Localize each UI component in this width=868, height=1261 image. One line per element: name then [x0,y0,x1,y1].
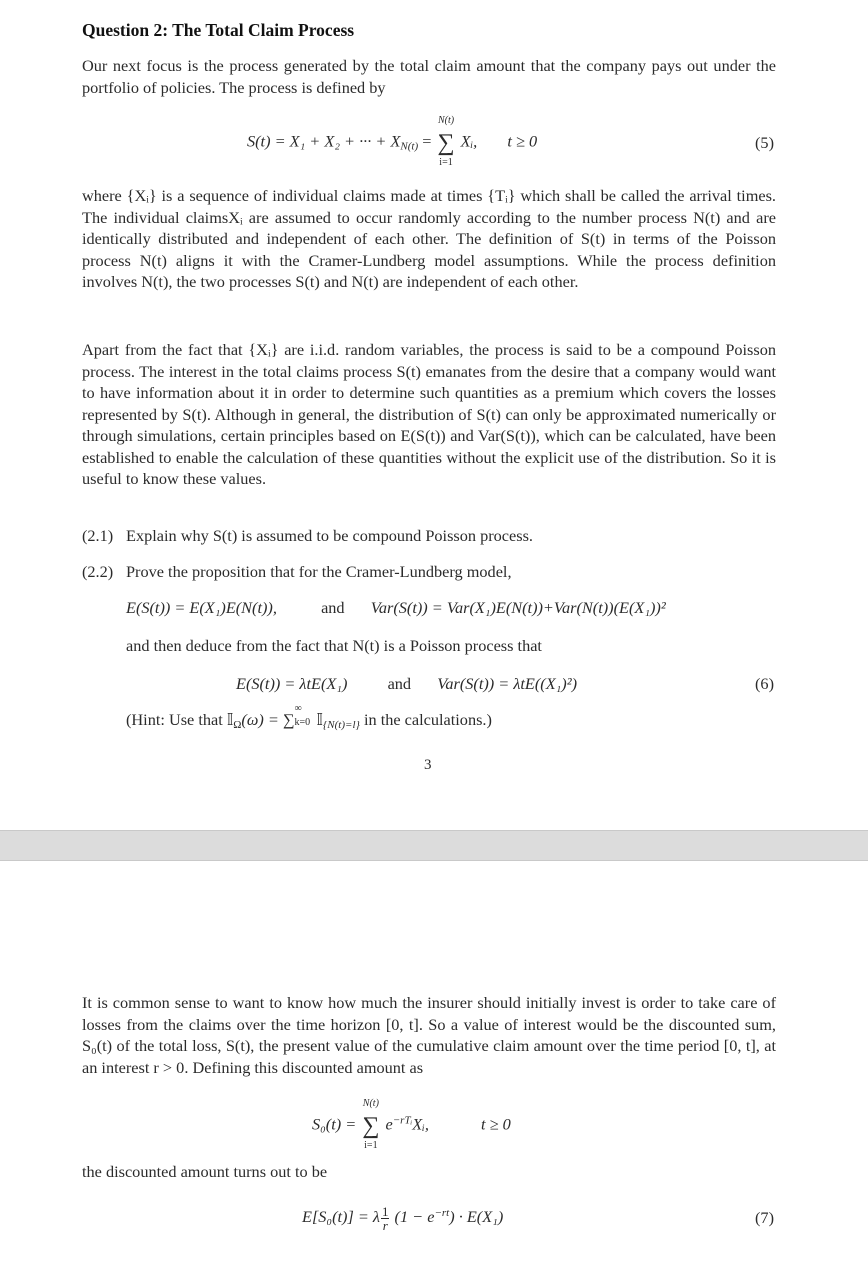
disc-term: e [385,1114,393,1134]
definition-paragraph: where {Xᵢ} is a sequence of individual claims made at times {Tᵢ} which shall be called the arrival times. The individual claimsXᵢ are assumed to occur randomly according to the number process N(t) and are identically distributed and independent of each other. The definition of S(t) in terms of the Poisson process N(t) aligns it with the Cramer-Lundberg model assumptions. While the process definition involves N(t), the two processes S(t) and N(t) are independent of each other. [82,186,776,291]
equation-6-number: (6) [755,674,774,693]
hint-post: in the calculations.) [359,710,492,729]
equation-7-number: (7) [755,1208,774,1227]
question-2-2 [82,561,782,583]
page-4 [0,861,868,1261]
turns-out-sentence: the discounted amount turns out to be [82,1162,328,1181]
eq6-and: and [387,674,412,693]
eq7-rhs-sup: −rt [434,1207,450,1220]
hint-indicator-sub: {N(t)=l} [322,719,360,731]
eq7-lhs: E[S₀(t)] = λ [302,1207,380,1227]
eq5-sum-top: N(t) [437,115,455,126]
question-heading: Question 2: The Total Claim Process [82,20,355,40]
equation-discounted [312,1098,511,1151]
question-2-2-text: Prove the proposition that for the Cramer-Lundberg model, [126,562,512,581]
disc-sum [362,1098,380,1151]
sum-symbol-icon: ∑ [362,1113,380,1139]
discounted-paragraph: It is common sense to want to know how much the insurer should initially invest is order to take care of losses from the claims over the time horizon [0, t]. So a value of interest would be the discounted sum, S₀(t) of the total loss, S(t), the present value of the cumulative claim amount over the time period [0, t], at an interest r > 0. Defining this discounted amount as [82,993,776,1077]
eq5-sum-bottom: i=1 [439,157,453,168]
disc-sum-bottom: i=1 [364,1140,378,1151]
eq6-left: E(S(t)) = λtE(X₁) [236,674,348,693]
equation-mean-var [126,598,666,618]
page-separator [0,830,868,861]
eq7-rhs-b: ) · E(X₁) [449,1207,504,1227]
deduce-sentence: and then deduce from the fact that N(t) is a Poisson process that [126,636,542,655]
question-2-1-label: (2.1) [82,526,114,545]
question-2-2-label: (2.2) [82,562,114,581]
page-number: 3 [424,757,432,773]
eq5-lhs-sub: N(t) [400,140,419,153]
disc-lhs: S₀(t) = [312,1114,357,1134]
hint-pre: (Hint: Use that 𝕀 [126,710,234,729]
hint-sum-sub: k=0 [294,717,311,728]
question-2-1-text: Explain why S(t) is assumed to be compound Poisson process. [126,526,533,545]
eq7-rhs-a: (1 − e [394,1207,435,1227]
hint-indicator: 𝕀 [316,710,323,729]
equation-7 [302,1205,503,1232]
disc-term-sup: −rTᵢ [392,1114,413,1127]
hint-sum-sup: ∞ [294,703,302,714]
equation-5 [247,115,538,168]
disc-condition: t ≥ 0 [481,1114,511,1134]
question-2-1 [82,525,782,547]
mean-formula: E(S(t)) = E(X₁)E(N(t)), [126,598,277,617]
sum-symbol-icon: ∑ [437,130,455,156]
eq6-right: Var(S(t)) = λtE((X₁)²) [437,674,578,693]
eq7-frac-num: 1 [381,1204,389,1219]
hint-omega-sub: Ω [233,719,242,731]
disc-sum-top: N(t) [362,1098,379,1109]
hint-mid: (ω) = [241,710,283,729]
equation-5-number: (5) [755,133,774,152]
eq5-sum [437,115,455,168]
hint [126,703,492,731]
eq5-condition: t ≥ 0 [507,131,538,151]
disc-term-after: Xᵢ, [412,1114,429,1134]
eq7-fraction [381,1205,390,1232]
hint-sum: ∑ [282,710,295,729]
var-formula: Var(S(t)) = Var(X₁)E(N(t))+Var(N(t))(E(X₁))² [370,598,666,617]
mean-var-and: and [321,598,345,617]
equation-6 [236,674,577,694]
compound-poisson-paragraph: Apart from the fact that {Xᵢ} are i.i.d. random variables, the process is said to be a compound Poisson process. The interest in the total claims process S(t) emanates from the desire that a company would want to have information about it in order to determine such quantities as a premium which covers the losses represented by S(t). Although in general, the distribution of S(t) can only be approximated numerically or through simulations, certain principles based on E(S(t)) and Var(S(t)), which can be calculated, have been established to enable the calculation of these quantities without the explicit use of the distribution. So it is useful to know these values. [82,340,776,488]
eq7-frac-den: r [382,1218,388,1233]
eq5-equals: = [422,131,432,151]
intro-paragraph: Our next focus is the process generated by the total claim amount that the company pays out under the portfolio of policies. The process is defined by [82,56,776,97]
eq5-lhs: S(t) = X₁ + X₂ + ··· + X [247,131,401,151]
eq5-after-sum: Xᵢ, [460,131,478,151]
